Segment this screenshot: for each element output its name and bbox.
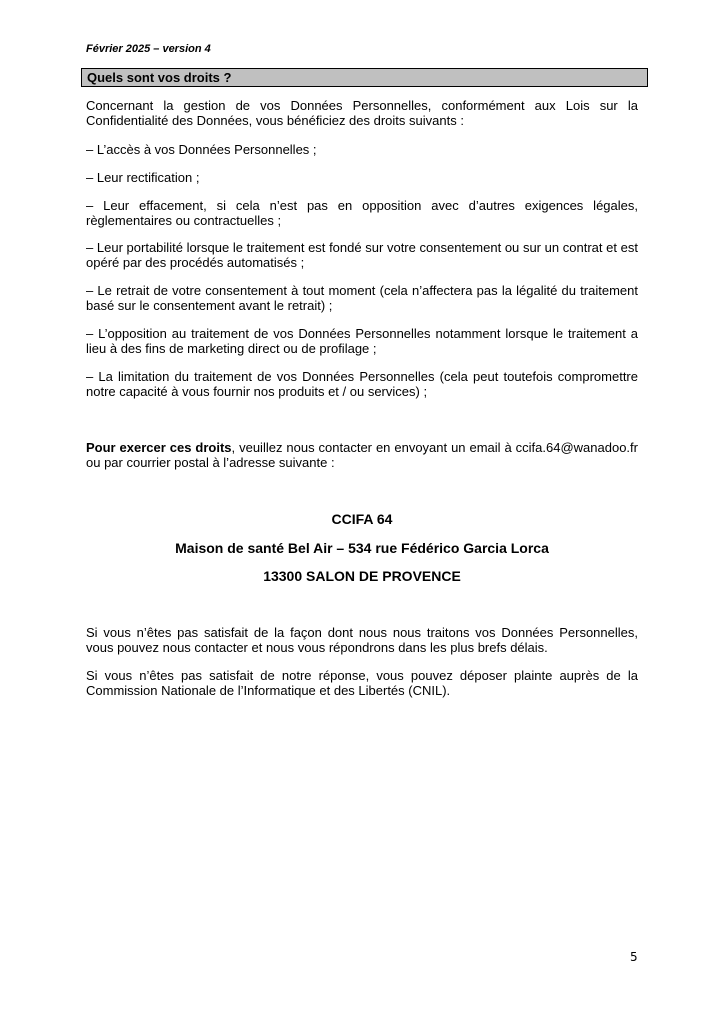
- right-item-erasure: – Leur effacement, si cela n’est pas en opposition avec d’autres exigences légales, règlementaires ou contractuelles ;: [86, 198, 638, 228]
- exercise-rights-text: , veuillez nous contacter en envoyant un email à ccifa.64@wanadoo.fr ou par courrier postal à l’adresse suivante :: [86, 440, 638, 470]
- exercise-rights-lead: Pour exercer ces droits: [86, 440, 232, 455]
- right-item-opposition: – L’opposition au traitement de vos Données Personnelles notamment lorsque le traitement a lieu à des fins de marketing direct ou de profilage ;: [86, 326, 638, 356]
- closing-paragraph-contact: Si vous n’êtes pas satisfait de la façon dont nous nous traitons vos Données Personnelles, vous pouvez nous contacter et nous vous répondrons dans les plus brefs délais.: [86, 625, 638, 655]
- address-street: Maison de santé Bel Air – 534 rue Fédérico Garcia Lorca: [175, 540, 549, 556]
- closing-paragraph-cnil: Si vous n’êtes pas satisfait de notre réponse, vous pouvez déposer plainte auprès de la Commission Nationale de l’Informatique et des Libertés (CNIL).: [86, 668, 638, 698]
- right-item-limitation: – La limitation du traitement de vos Données Personnelles (cela peut toutefois compromettre notre capacité à vous fournir nos produits et / ou services) ;: [86, 369, 638, 399]
- address-name: CCIFA 64: [331, 511, 393, 527]
- page-number: 5: [630, 950, 638, 964]
- right-item-rectification: – Leur rectification ;: [86, 170, 200, 185]
- intro-paragraph: Concernant la gestion de vos Données Personnelles, conformément aux Lois sur la Confidentialité des Données, vous bénéficiez des droits suivants :: [86, 98, 638, 128]
- exercise-rights-paragraph: [86, 441, 638, 470]
- right-item-access: – L’accès à vos Données Personnelles ;: [86, 142, 317, 157]
- right-item-portability: – Leur portabilité lorsque le traitement est fondé sur votre consentement ou sur un contrat et est opéré par des procédés automatisés ;: [86, 240, 638, 270]
- header-date-version: Février 2025 – version 4: [86, 43, 211, 55]
- section-title: Quels sont vos droits ?: [81, 68, 648, 87]
- address-city: 13300 SALON DE PROVENCE: [263, 568, 461, 584]
- right-item-withdrawal: – Le retrait de votre consentement à tout moment (cela n’affectera pas la légalité du traitement basé sur le consentement avant le retrait) ;: [86, 283, 638, 313]
